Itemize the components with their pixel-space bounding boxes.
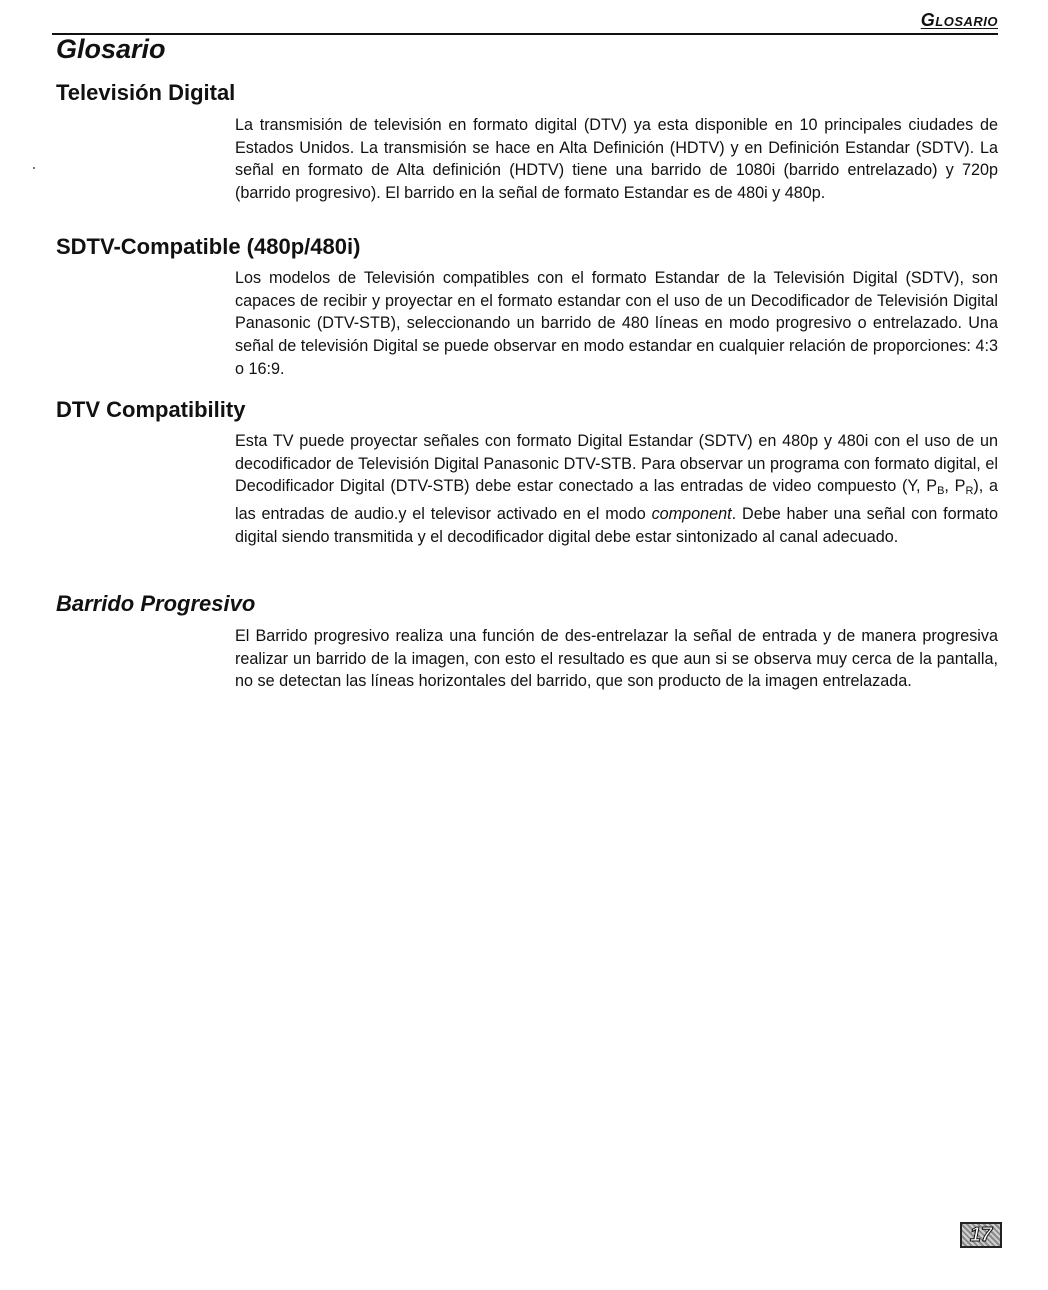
header-rule xyxy=(52,33,998,35)
section-heading-dtv-compatibility: DTV Compatibility xyxy=(56,397,246,422)
pr-subscript: R xyxy=(965,485,974,498)
page-number-badge: 17 xyxy=(960,1222,1002,1248)
section-heading-sdtv-compatible: SDTV-Compatible (480p/480i) xyxy=(56,234,361,259)
pb-subscript: B xyxy=(937,485,945,498)
section-body-dtv-compatibility xyxy=(235,430,998,549)
scan-speck xyxy=(33,167,35,169)
component-term: component xyxy=(651,505,732,524)
dtv-text-part4: . Debe haber una señal con formato digital siendo transmitida y el decodificador digital debe estar sintonizado al canal adecuado. xyxy=(235,505,998,546)
section-body-television-digital: La transmisión de televisión en formato digital (DTV) ya esta disponible en 10 principales ciudades de Estados Unidos. La transmisión se hace en Alta Definición (HDTV) y en Definición Estandar (SDTV). La señal en formato de Alta definición (HDTV) tiene una barrido de 1080i (barrido entrelazado) y 720p (barrido progresivo). El barrido en la señal de formato Estandar es de 480i y 480p. xyxy=(235,116,998,203)
section-body-barrido-progresivo: El Barrido progresivo realiza una función de des-entrelazar la señal de entrada y de manera progresiva realizar un barrido de la imagen, con esto el resultado es que aun si se observa muy cerca de la pantalla, no se detectan las líneas horizontales del barrido, que son producto de la imagen entrelazada. xyxy=(235,627,998,691)
page-title: Glosario xyxy=(56,34,166,64)
section-body-sdtv-compatible: Los modelos de Televisión compatibles con el formato Estandar de la Televisión Digital (SDTV), son capaces de recibir y proyectar en el formato estandar con el uso de un Decodificador de Televisión Digital Panasonic (DTV-STB), seleccionando un barrido de 480 líneas en modo progresivo o entrelazado. Una señal de televisión Digital se puede observar en modo estandar en cualquier relación de proporciones: 4:3 o 16:9. xyxy=(235,269,998,378)
running-header: Glosario xyxy=(920,10,998,30)
dtv-text-part2: , P xyxy=(944,477,966,496)
section-heading-barrido-progresivo: Barrido Progresivo xyxy=(56,591,256,616)
section-heading-television-digital: Televisión Digital xyxy=(56,80,236,105)
dtv-text-part3: ), a las entradas de audio.y el televisor activado en el modo xyxy=(235,477,998,524)
dtv-text-part1: Esta TV puede proyectar señales con formato Digital Estandar (SDTV) en 480p y 480i con el uso de un decodificador de Televisión Digital Panasonic DTV-STB. Para observar un programa con formato digital, el Decodificador Digital (DTV-STB) debe estar conectado a las entradas de video compuesto (Y, P xyxy=(235,432,998,496)
